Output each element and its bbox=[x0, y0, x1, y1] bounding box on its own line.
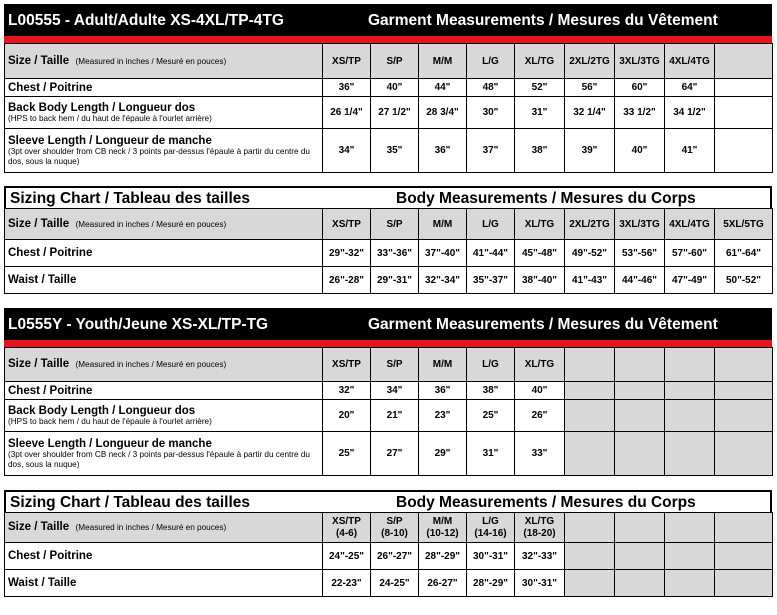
size-cell bbox=[371, 513, 419, 543]
size-cell bbox=[615, 348, 665, 382]
size-cell: L/G bbox=[467, 44, 515, 79]
section-title: L00555 - Adult/Adulte XS-4XL/TP-4TG bbox=[8, 12, 284, 29]
youth-body-header bbox=[4, 490, 772, 512]
value-cell: 32 1/4" bbox=[565, 97, 615, 129]
value-cell: 30" bbox=[467, 97, 515, 129]
table-row bbox=[5, 129, 773, 173]
size-note: (Measured in inches / Mesuré en pouces) bbox=[75, 56, 227, 66]
adult-body-header bbox=[4, 186, 772, 208]
table-row bbox=[5, 79, 773, 97]
size-note: (Measured in inches / Mesuré en pouces) bbox=[75, 360, 227, 369]
section-subtitle: Body Measurements / Mesures du Corps bbox=[396, 494, 696, 511]
size-label: Size / Taille bbox=[8, 217, 70, 230]
value-cell: 23" bbox=[419, 400, 467, 432]
value-cell: 40" bbox=[515, 382, 565, 400]
size-name: XL/TG bbox=[524, 515, 555, 527]
row-sublabel: (3pt over shoulder from CB neck / 3 points par-dessus l'épaule à partir du centre du dos, sous la nuque) bbox=[8, 449, 310, 469]
size-header-row bbox=[5, 44, 773, 79]
value-cell: 28"-29" bbox=[467, 570, 515, 597]
size-cell: XS/TP bbox=[323, 44, 371, 79]
value-cell: 26"-27" bbox=[371, 543, 419, 570]
value-cell: 29" bbox=[419, 432, 467, 476]
value-cell: 47"-49" bbox=[665, 267, 715, 294]
size-label-cell bbox=[5, 44, 323, 79]
value-cell bbox=[615, 432, 665, 476]
size-cell: 2XL/2TG bbox=[565, 44, 615, 79]
value-cell: 49"-52" bbox=[565, 240, 615, 267]
size-label-cell bbox=[5, 209, 323, 240]
size-cell: S/P bbox=[371, 44, 419, 79]
value-cell: 26" bbox=[515, 400, 565, 432]
size-name: S/P bbox=[386, 515, 403, 527]
row-label: Sleeve Length / Longueur de manche bbox=[8, 134, 212, 147]
value-cell: 44"-46" bbox=[615, 267, 665, 294]
value-cell: 36" bbox=[419, 382, 467, 400]
size-cell: 4XL/4TG bbox=[665, 44, 715, 79]
value-cell bbox=[665, 382, 715, 400]
value-cell: 34 1/2" bbox=[665, 97, 715, 129]
value-cell: 33"-36" bbox=[371, 240, 419, 267]
value-cell: 40" bbox=[371, 79, 419, 97]
table-row bbox=[5, 432, 773, 476]
size-cell bbox=[715, 513, 773, 543]
table-row bbox=[5, 97, 773, 129]
value-cell: 29"-32" bbox=[323, 240, 371, 267]
table-row bbox=[5, 267, 773, 294]
value-cell: 37" bbox=[467, 129, 515, 173]
size-cell bbox=[715, 348, 773, 382]
size-cell: 5XL/5TG bbox=[715, 209, 773, 240]
value-cell: 60" bbox=[615, 79, 665, 97]
row-label: Waist / Taille bbox=[5, 267, 323, 294]
youth-garment-table bbox=[4, 347, 773, 476]
size-age: (8-10) bbox=[381, 527, 408, 539]
size-cell bbox=[715, 44, 773, 79]
youth-garment-section bbox=[4, 308, 772, 469]
value-cell: 20" bbox=[323, 400, 371, 432]
size-cell: L/G bbox=[467, 348, 515, 382]
value-cell bbox=[615, 570, 665, 597]
value-cell: 48" bbox=[467, 79, 515, 97]
row-label-cell bbox=[5, 129, 323, 173]
value-cell: 36" bbox=[323, 79, 371, 97]
value-cell: 38" bbox=[467, 382, 515, 400]
size-age: (18-20) bbox=[523, 527, 556, 539]
size-cell: M/M bbox=[419, 209, 467, 240]
youth-body-section bbox=[4, 490, 772, 597]
value-cell: 38" bbox=[515, 129, 565, 173]
value-cell bbox=[565, 432, 615, 476]
value-cell: 32"-34" bbox=[419, 267, 467, 294]
section-subtitle: Body Measurements / Mesures du Corps bbox=[396, 190, 696, 207]
size-cell bbox=[467, 513, 515, 543]
row-label-cell bbox=[5, 400, 323, 432]
value-cell: 28"-29" bbox=[419, 543, 467, 570]
adult-garment-section bbox=[4, 4, 772, 166]
adult-garment-header bbox=[4, 4, 772, 36]
value-cell: 44" bbox=[419, 79, 467, 97]
value-cell bbox=[665, 570, 715, 597]
size-cell: XL/TG bbox=[515, 44, 565, 79]
value-cell: 57"-60" bbox=[665, 240, 715, 267]
value-cell: 30"-31" bbox=[467, 543, 515, 570]
size-cell: L/G bbox=[467, 209, 515, 240]
size-note: (Measured in inches / Mesuré en pouces) bbox=[75, 219, 227, 229]
size-note: (Measured in inches / Mesuré en pouces) bbox=[75, 523, 227, 532]
value-cell: 61"-64" bbox=[715, 240, 773, 267]
section-title: Sizing Chart / Tableau des tailles bbox=[10, 190, 251, 207]
size-age: (14-16) bbox=[474, 527, 507, 539]
row-label: Chest / Poitrine bbox=[5, 382, 323, 400]
value-cell bbox=[715, 400, 773, 432]
value-cell: 22-23" bbox=[323, 570, 371, 597]
size-cell: XS/TP bbox=[323, 348, 371, 382]
value-cell: 26"-28" bbox=[323, 267, 371, 294]
section-subtitle: Garment Measurements / Mesures du Vêtement bbox=[368, 316, 718, 333]
size-cell: XL/TG bbox=[515, 209, 565, 240]
value-cell: 24"-25" bbox=[323, 543, 371, 570]
section-title: Sizing Chart / Tableau des tailles bbox=[10, 494, 251, 511]
value-cell bbox=[715, 79, 773, 97]
size-cell bbox=[419, 513, 467, 543]
row-label: Chest / Poitrine bbox=[5, 240, 323, 267]
row-label-cell bbox=[5, 432, 323, 476]
table-row bbox=[5, 240, 773, 267]
red-divider bbox=[4, 340, 772, 347]
row-label: Sleeve Length / Longueur de manche bbox=[8, 437, 212, 450]
size-cell bbox=[665, 348, 715, 382]
size-name: L/G bbox=[482, 515, 499, 527]
value-cell: 34" bbox=[323, 129, 371, 173]
value-cell: 26-27" bbox=[419, 570, 467, 597]
size-cell: XS/TP bbox=[323, 209, 371, 240]
row-sublabel: (HPS to back hem / du haut de l'épaule à l'ourlet arrière) bbox=[8, 113, 212, 123]
value-cell bbox=[565, 543, 615, 570]
size-age: (4-6) bbox=[335, 527, 358, 539]
value-cell: 28 3/4" bbox=[419, 97, 467, 129]
row-label: Back Body Length / Longueur dos bbox=[8, 101, 196, 114]
value-cell: 30"-31" bbox=[515, 570, 565, 597]
size-cell: M/M bbox=[419, 348, 467, 382]
size-cell: 4XL/4TG bbox=[665, 209, 715, 240]
value-cell: 27 1/2" bbox=[371, 97, 419, 129]
red-divider bbox=[4, 36, 772, 43]
row-sublabel: (3pt over shoulder from CB neck / 3 points par-dessus l'épaule à partir du centre du dos, sous la nuque) bbox=[8, 146, 310, 166]
value-cell bbox=[715, 382, 773, 400]
size-cell bbox=[515, 513, 565, 543]
size-name: XS/TP bbox=[332, 515, 361, 527]
value-cell: 50"-52" bbox=[715, 267, 773, 294]
value-cell bbox=[715, 432, 773, 476]
table-row bbox=[5, 382, 773, 400]
value-cell: 64" bbox=[665, 79, 715, 97]
table-row bbox=[5, 543, 773, 570]
size-header-row bbox=[5, 513, 773, 543]
table-row bbox=[5, 570, 773, 597]
size-cell bbox=[615, 513, 665, 543]
size-cell: 3XL/3TG bbox=[615, 209, 665, 240]
value-cell: 31" bbox=[467, 432, 515, 476]
value-cell bbox=[665, 400, 715, 432]
value-cell: 26 1/4" bbox=[323, 97, 371, 129]
value-cell: 41" bbox=[665, 129, 715, 173]
size-cell: S/P bbox=[371, 348, 419, 382]
size-name: M/M bbox=[432, 515, 453, 527]
value-cell bbox=[615, 400, 665, 432]
section-subtitle: Garment Measurements / Mesures du Vêtement bbox=[368, 12, 718, 29]
size-cell: S/P bbox=[371, 209, 419, 240]
value-cell: 33 1/2" bbox=[615, 97, 665, 129]
value-cell: 36" bbox=[419, 129, 467, 173]
value-cell bbox=[715, 543, 773, 570]
value-cell bbox=[565, 400, 615, 432]
size-cell: 2XL/2TG bbox=[565, 209, 615, 240]
value-cell: 41"-43" bbox=[565, 267, 615, 294]
size-cell: M/M bbox=[419, 44, 467, 79]
adult-garment-table bbox=[4, 43, 773, 173]
size-label: Size / Taille bbox=[8, 358, 70, 370]
value-cell bbox=[665, 543, 715, 570]
row-sublabel: (HPS to back hem / du haut de l'épaule à l'ourlet arrière) bbox=[8, 416, 212, 426]
size-cell: XL/TG bbox=[515, 348, 565, 382]
value-cell bbox=[565, 570, 615, 597]
row-label-cell bbox=[5, 97, 323, 129]
value-cell: 38"-40" bbox=[515, 267, 565, 294]
value-cell: 21" bbox=[371, 400, 419, 432]
value-cell: 25" bbox=[323, 432, 371, 476]
value-cell bbox=[665, 432, 715, 476]
size-cell bbox=[565, 513, 615, 543]
value-cell: 29"-31" bbox=[371, 267, 419, 294]
value-cell: 45"-48" bbox=[515, 240, 565, 267]
row-label: Waist / Taille bbox=[5, 570, 323, 597]
size-cell bbox=[665, 513, 715, 543]
value-cell bbox=[715, 97, 773, 129]
value-cell bbox=[715, 570, 773, 597]
size-label-cell bbox=[5, 348, 323, 382]
value-cell: 39" bbox=[565, 129, 615, 173]
size-age: (10-12) bbox=[426, 527, 459, 539]
value-cell: 33" bbox=[515, 432, 565, 476]
value-cell: 56" bbox=[565, 79, 615, 97]
value-cell: 25" bbox=[467, 400, 515, 432]
value-cell: 41"-44" bbox=[467, 240, 515, 267]
value-cell: 24-25" bbox=[371, 570, 419, 597]
value-cell: 32"-33" bbox=[515, 543, 565, 570]
value-cell: 34" bbox=[371, 382, 419, 400]
size-header-row bbox=[5, 348, 773, 382]
size-header-row bbox=[5, 209, 773, 240]
value-cell: 31" bbox=[515, 97, 565, 129]
value-cell: 35" bbox=[371, 129, 419, 173]
youth-body-table bbox=[4, 512, 773, 597]
size-label: Size / Taille bbox=[8, 521, 70, 533]
value-cell: 32" bbox=[323, 382, 371, 400]
value-cell bbox=[565, 382, 615, 400]
adult-body-section bbox=[4, 186, 772, 294]
youth-garment-header bbox=[4, 308, 772, 340]
value-cell: 40" bbox=[615, 129, 665, 173]
row-label: Back Body Length / Longueur dos bbox=[8, 404, 196, 417]
section-title: L0555Y - Youth/Jeune XS-XL/TP-TG bbox=[8, 316, 269, 333]
size-cell: 3XL/3TG bbox=[615, 44, 665, 79]
adult-body-table bbox=[4, 208, 773, 294]
size-cell bbox=[323, 513, 371, 543]
size-label-cell bbox=[5, 513, 323, 543]
value-cell: 35"-37" bbox=[467, 267, 515, 294]
table-row bbox=[5, 400, 773, 432]
value-cell bbox=[615, 543, 665, 570]
value-cell: 37"-40" bbox=[419, 240, 467, 267]
row-label: Chest / Poitrine bbox=[5, 543, 323, 570]
value-cell bbox=[715, 129, 773, 173]
size-cell bbox=[565, 348, 615, 382]
value-cell: 27" bbox=[371, 432, 419, 476]
value-cell: 52" bbox=[515, 79, 565, 97]
row-label: Chest / Poitrine bbox=[5, 79, 323, 97]
value-cell bbox=[615, 382, 665, 400]
value-cell: 53"-56" bbox=[615, 240, 665, 267]
size-label: Size / Taille bbox=[8, 54, 70, 67]
